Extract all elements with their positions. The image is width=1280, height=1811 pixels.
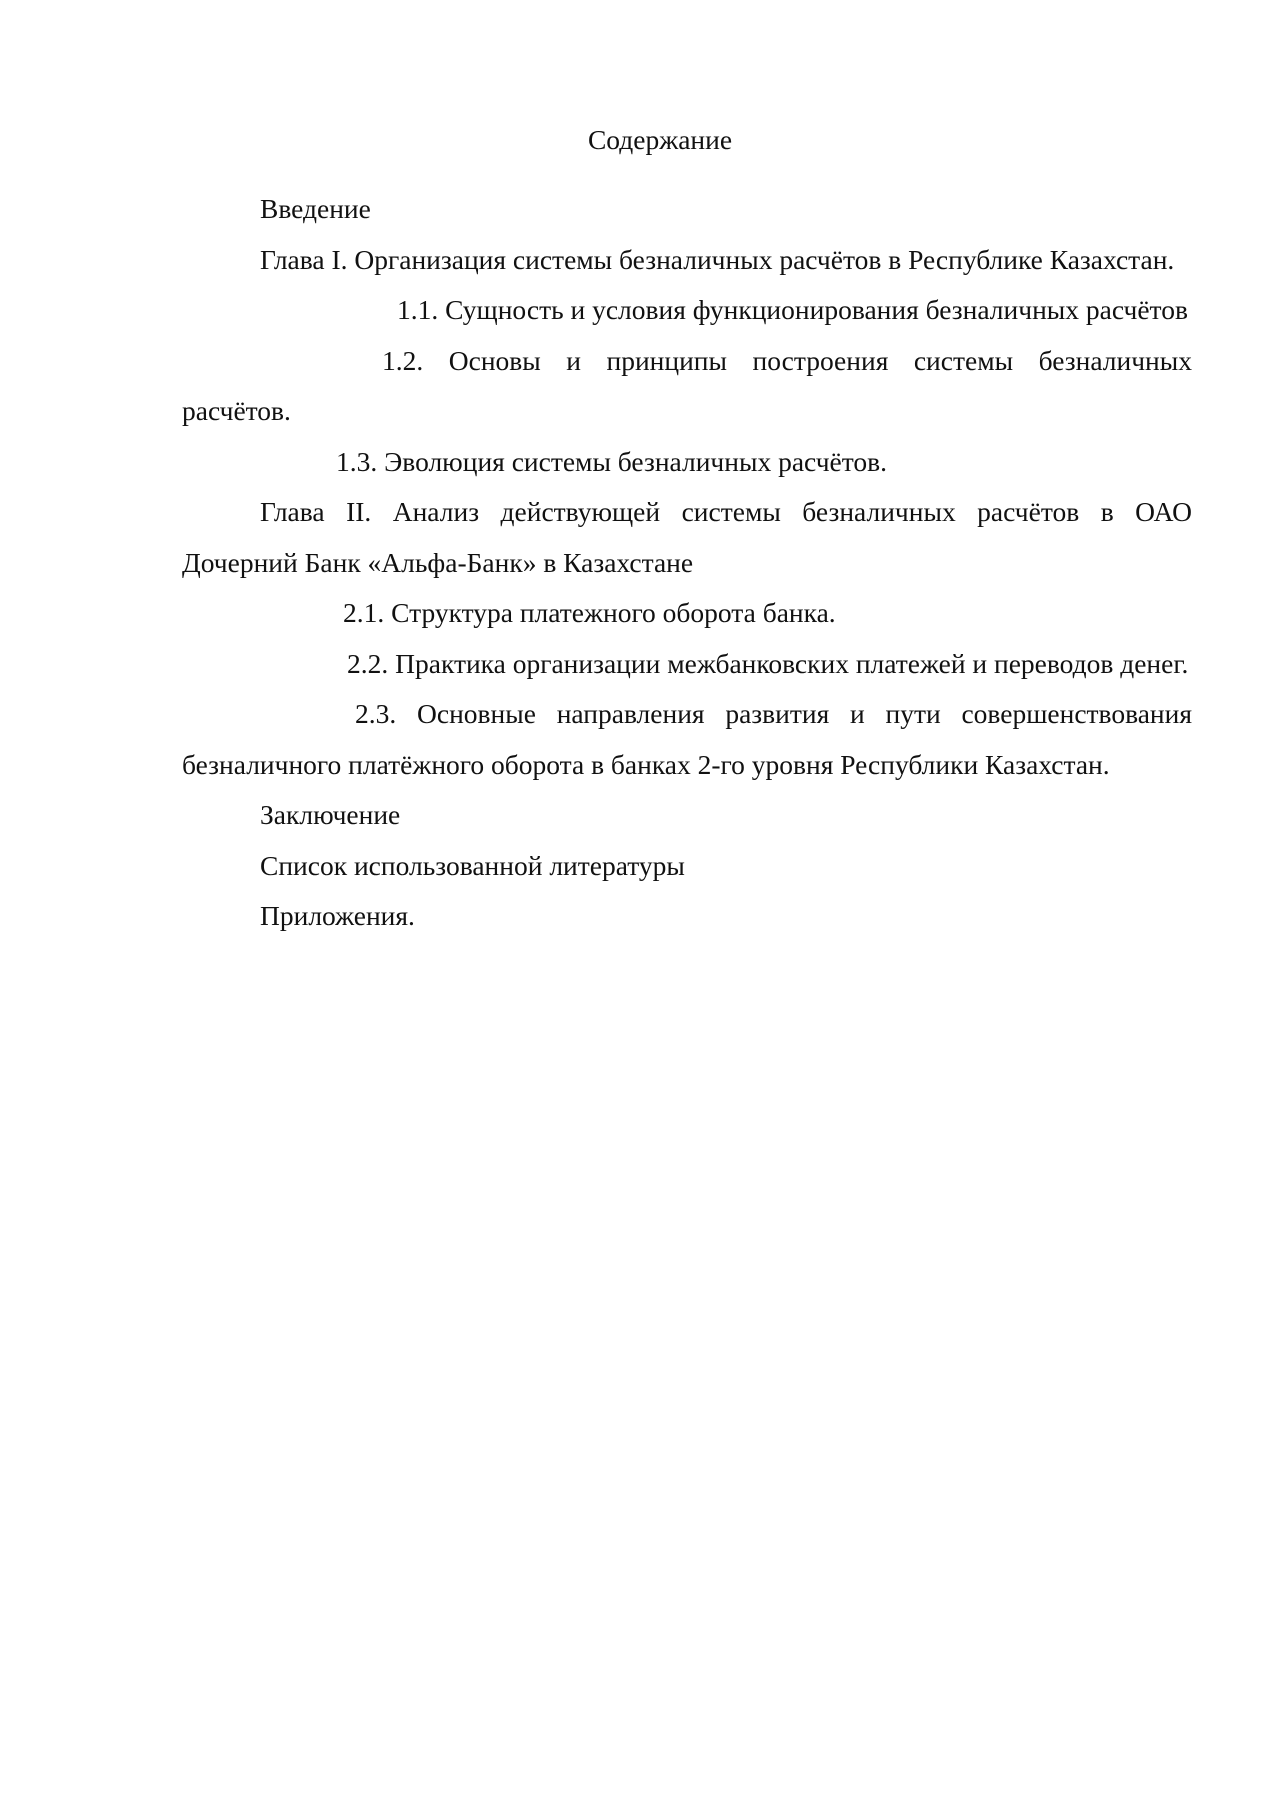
toc-section-2-3: 2.3. Основные направления развития и пути совершенствования безналичного платёжного оборота в банках 2-го уровня Республики Казахстан. bbox=[182, 698, 1192, 780]
toc-section-2-2: 2.2. Практика организации межбанковских платежей и переводов денег. bbox=[347, 647, 1189, 679]
toc-appendices: Приложения. bbox=[260, 900, 415, 931]
toc-introduction: Введение bbox=[260, 193, 371, 224]
toc-references: Список использованной литературы bbox=[260, 849, 685, 881]
toc-conclusion: Заключение bbox=[260, 799, 401, 830]
toc-section-1-2: 1.2. Основы и принципы построения системы безналичных расчётов. bbox=[182, 344, 1192, 426]
toc-section-1-3: 1.3. Эволюция системы безналичных расчётов. bbox=[336, 445, 887, 477]
toc-section-2-1: 2.1. Структура платежного оборота банка. bbox=[343, 597, 836, 628]
table-of-contents bbox=[182, 184, 1192, 942]
toc-chapter-2: Глава II. Анализ действующей системы безналичных расчётов в ОАО Дочерний Банк «Альфа-Банк» в Казахстане bbox=[182, 496, 1192, 578]
page-title: Содержание bbox=[587, 124, 733, 155]
toc-section-1-1: 1.1. Сущность и условия функционирования безналичных расчётов bbox=[397, 294, 1188, 325]
toc-chapter-1: Глава I. Организация системы безналичных расчётов в Республике Казахстан. bbox=[260, 243, 1175, 275]
